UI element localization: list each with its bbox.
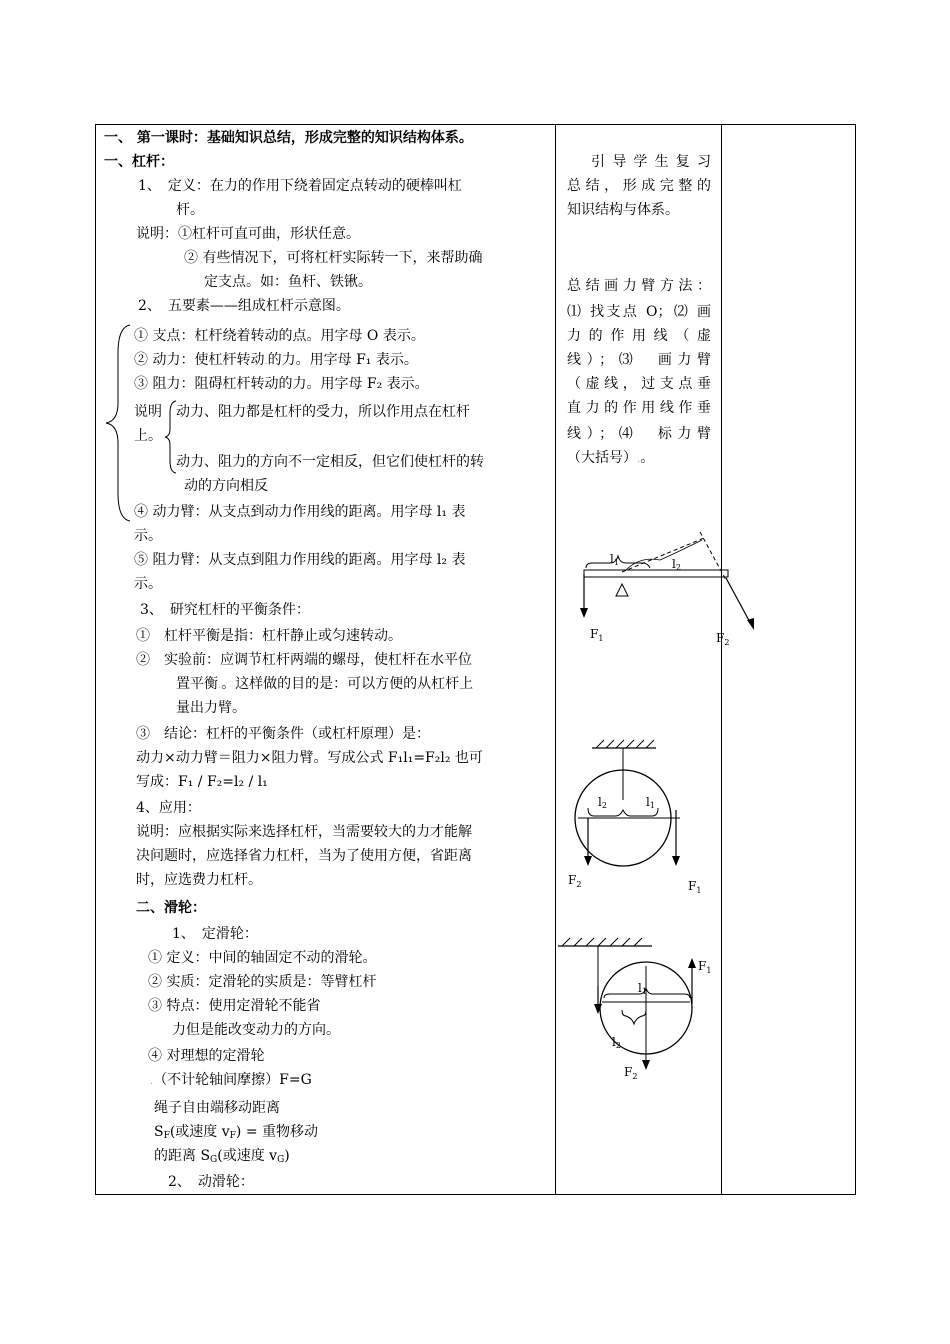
text-span: 。 <box>640 450 655 466</box>
text-line: 2、 五要素——组成杠杆示意图。 <box>138 298 350 314</box>
text-line: ① 支点：杠杆绕着转动的点。用字母 O 表示。 <box>134 328 425 344</box>
text-line: ② 有些情况下，可将杠杆实际转一下，来帮助确 <box>184 250 483 266</box>
text-span: （大括号） <box>567 450 637 466</box>
pulley-diagram-1 <box>560 738 730 898</box>
text-line: 量出力臂。 <box>176 700 246 716</box>
text-line: 杆。 <box>176 202 204 218</box>
text-line: 动的方向相反 <box>184 478 268 494</box>
text-line: ③ 阻力：阻碍杠杆转动的力。用字母 F₂ 表示。 <box>134 376 429 392</box>
text-line: ⑤ 阻力臂：从支点到阻力作用线的距离。用字母 l₂ 表 <box>134 552 466 568</box>
text-line: 1、 定滑轮： <box>172 926 258 942</box>
f1-label: $F_1$ <box>590 627 604 643</box>
mark-dot: . <box>218 680 222 691</box>
l2-label: l2 <box>672 557 681 572</box>
mark-dot: . <box>637 454 641 465</box>
subsection-heading: 二、滑轮： <box>136 900 206 916</box>
note-line: 直力的作用线作垂 <box>567 400 711 416</box>
text-line: 说明 <box>134 404 162 420</box>
note-line: 力的作用线（虚 <box>567 328 711 344</box>
l1-label: l1 <box>646 795 655 810</box>
text-line: ④ 对理想的定滑轮 <box>148 1048 265 1064</box>
text-line: 定支点。如：鱼杆、铁锹。 <box>204 274 372 290</box>
note-line: 总结画力臂方法： <box>567 278 711 294</box>
f2-label: $F_2$ <box>568 873 582 889</box>
note-line: 线）；⑷ 标力臂 <box>567 426 711 442</box>
pulley-diagram-2 <box>556 926 726 1086</box>
text-line: 示。 <box>134 576 162 592</box>
note-line: （虚线，过支点垂 <box>567 376 711 392</box>
note-line: 总结，形成完整的 <box>567 178 711 194</box>
text-line <box>150 1069 312 1094</box>
text-line: 决问题时，应选择省力杠杆，当为了使用方便，省距离 <box>136 848 472 864</box>
text-line: ③ 特点：使用定滑轮不能省 <box>148 998 321 1014</box>
text-span: 的力。用字母 F₁ 表示。 <box>267 352 418 368</box>
text-line: ③ 结论：杠杆的平衡条件（或杠杆原理）是： <box>136 726 430 742</box>
f2-label: $F_2$ <box>624 1065 638 1081</box>
text-line: 上。 <box>134 428 162 444</box>
text-line: 动力、阻力的方向不一定相反，但它们使杠杆的转 <box>176 454 484 470</box>
text-line: 2、 动滑轮： <box>168 1174 254 1190</box>
text-span: 置平衡 <box>176 676 218 692</box>
text-line: $S_F$(或速度 $v_F$) = 重物移动 <box>154 1124 319 1141</box>
text-line: 说明：应根据实际来选择杠杆，当需要较大的力才能解 <box>136 824 472 840</box>
note-line: 线）；⑶ 画力臂 <box>567 352 711 368</box>
text-line: ① 杠杆平衡是指：杠杆静止或匀速转动。 <box>136 628 402 644</box>
f2-label: $F_2$ <box>716 631 730 647</box>
f1-label: $F_1$ <box>688 879 702 895</box>
text-span: ② 动力：使杠杆转动 <box>134 352 265 368</box>
note-line: 引导学生复习 <box>591 154 711 170</box>
text-line: ② 实质：定滑轮的实质是：等臂杠杆 <box>148 974 377 990</box>
mark-dot: . <box>150 1076 154 1087</box>
text-line: ④ 动力臂：从支点到动力作用线的距离。用字母 l₁ 表 <box>134 504 466 520</box>
mark-dot: . <box>264 356 268 367</box>
text-line: 4、应用： <box>136 800 201 816</box>
text-line: 1、 定义：在力的作用下绕着固定点转动的硬棒叫杠 <box>138 178 462 194</box>
text-line: 的距离 $S_G$(或速度 $v_G$) <box>154 1148 290 1165</box>
l2-label: l2 <box>598 795 607 810</box>
text-line: 写成：F₁ / F₂=l₂ / l₁ <box>136 774 268 790</box>
f1-label: $F_1$ <box>698 959 712 975</box>
text-line: ② 实验前：应调节杠杆两端的螺母，使杠杆在水平位 <box>136 652 472 668</box>
l1-label: l1 <box>610 552 619 567</box>
section-heading: 一、 第一课时：基础知识总结，形成完整的知识结构体系。 <box>104 130 473 146</box>
text-line: 动力、阻力都是杠杆的受力，所以作用点在杠杆 <box>176 404 470 420</box>
text-line: 力但是能改变动力的方向。 <box>172 1022 340 1038</box>
text-line <box>134 349 418 374</box>
large-brace <box>100 323 134 523</box>
subsection-heading: 一、杠杆： <box>104 154 174 170</box>
text-line: 动力×动力臂＝阻力×阻力臂。写成公式 F₁l₁=F₂l₂ 也可 <box>136 750 483 766</box>
lever-diagram <box>570 530 760 660</box>
text-span: （不计轮轴间摩擦）F=G <box>153 1072 312 1088</box>
text-line: 时，应选费力杠杆。 <box>136 872 262 888</box>
text-line <box>176 673 473 698</box>
note-line <box>567 447 711 472</box>
text-line: 3、 研究杠杆的平衡条件： <box>140 602 310 618</box>
text-span: 。这样做的目的是：可以方便的从杠杆上 <box>221 676 474 692</box>
text-line: 示。 <box>134 528 162 544</box>
l2-label: l2 <box>612 1035 621 1050</box>
text-line: 绳子自由端移动距离 <box>154 1100 280 1116</box>
l1-label: l1 <box>638 981 647 996</box>
text-line: ① 定义：中间的轴固定不动的滑轮。 <box>148 950 377 966</box>
note-line: 知识结构与体系。 <box>567 202 679 218</box>
text-line: 说明：①杠杆可直可曲，形状任意。 <box>136 226 360 242</box>
note-line: ⑴ 找支点 O；⑵ 画 <box>567 304 711 320</box>
